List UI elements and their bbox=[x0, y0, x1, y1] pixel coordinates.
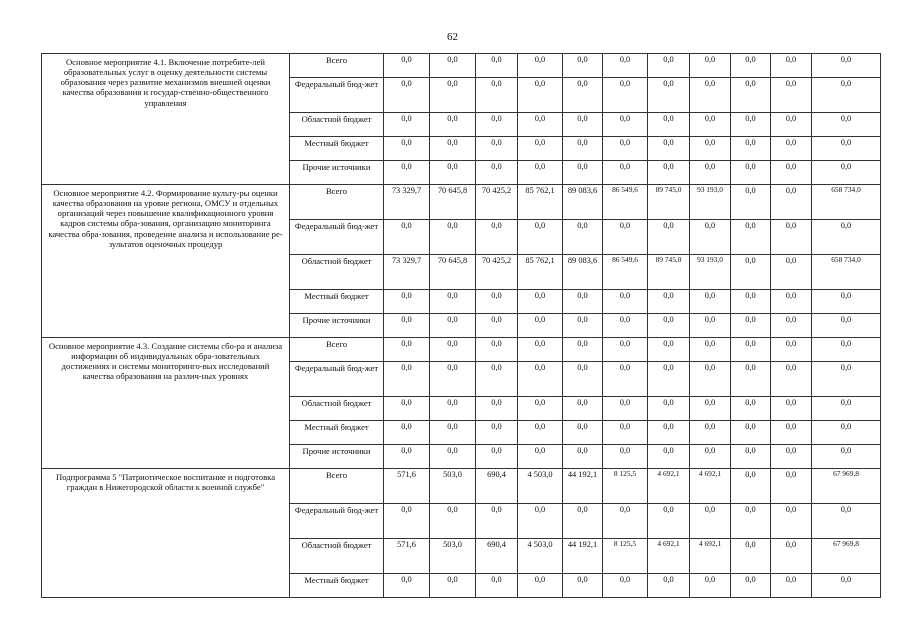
funding-source: Местный бюджет bbox=[290, 421, 384, 445]
amount-cell: 0,0 bbox=[690, 78, 731, 113]
amount-cell: 0,0 bbox=[690, 362, 731, 397]
amount-cell: 0,0 bbox=[563, 504, 603, 539]
amount-cell: 0,0 bbox=[603, 220, 648, 255]
amount-cell: 0,0 bbox=[563, 290, 603, 314]
amount-cell: 0,0 bbox=[518, 314, 563, 338]
amount-cell: 4 692,1 bbox=[690, 539, 731, 574]
amount-cell: 0,0 bbox=[563, 362, 603, 397]
amount-cell: 0,0 bbox=[690, 113, 731, 137]
amount-cell: 0,0 bbox=[731, 78, 771, 113]
funding-source: Местный бюджет bbox=[290, 137, 384, 161]
amount-cell: 0,0 bbox=[690, 290, 731, 314]
amount-cell: 0,0 bbox=[384, 421, 430, 445]
activity-description: Основное мероприятие 4.1. Включение потребите-лей образовательных услуг в оценку деятельности системы образования через развитие механизмов внешней оценки качества образования и государ-ственно-общественного управления bbox=[42, 54, 290, 185]
funding-source: Прочие источники bbox=[290, 161, 384, 185]
funding-source: Местный бюджет bbox=[290, 574, 384, 598]
amount-cell: 0,0 bbox=[648, 54, 690, 78]
amount-cell: 0,0 bbox=[771, 539, 812, 574]
amount-cell: 73 329,7 bbox=[384, 185, 430, 220]
amount-cell: 0,0 bbox=[812, 574, 881, 598]
amount-cell: 0,0 bbox=[563, 445, 603, 469]
amount-cell: 0,0 bbox=[563, 314, 603, 338]
amount-cell: 4 503,0 bbox=[518, 539, 563, 574]
amount-cell: 0,0 bbox=[648, 504, 690, 539]
amount-cell: 0,0 bbox=[518, 445, 563, 469]
amount-cell: 0,0 bbox=[603, 338, 648, 362]
amount-cell: 0,0 bbox=[563, 338, 603, 362]
amount-cell: 0,0 bbox=[731, 185, 771, 220]
amount-cell: 0,0 bbox=[430, 421, 476, 445]
amount-cell: 503,0 bbox=[430, 539, 476, 574]
amount-cell: 0,0 bbox=[690, 54, 731, 78]
amount-cell: 658 734,0 bbox=[812, 255, 881, 290]
amount-cell: 85 762,1 bbox=[518, 255, 563, 290]
amount-cell: 0,0 bbox=[476, 338, 518, 362]
amount-cell: 73 329,7 bbox=[384, 255, 430, 290]
activity-description: Основное мероприятие 4.3. Создание системы сбо-ра и анализа информации об индивидуальных обра-зовательных достижениях и системы мониторинго-вых исследований качества образования на различ-ных уровнях bbox=[42, 338, 290, 469]
amount-cell: 44 192,1 bbox=[563, 539, 603, 574]
amount-cell: 0,0 bbox=[731, 220, 771, 255]
amount-cell: 0,0 bbox=[812, 314, 881, 338]
amount-cell: 8 125,5 bbox=[603, 469, 648, 504]
amount-cell: 0,0 bbox=[563, 574, 603, 598]
amount-cell: 0,0 bbox=[518, 54, 563, 78]
amount-cell: 4 692,1 bbox=[648, 469, 690, 504]
amount-cell: 0,0 bbox=[690, 314, 731, 338]
amount-cell: 0,0 bbox=[518, 504, 563, 539]
amount-cell: 0,0 bbox=[771, 421, 812, 445]
amount-cell: 70 645,8 bbox=[430, 185, 476, 220]
amount-cell: 0,0 bbox=[430, 220, 476, 255]
page-number: 62 bbox=[447, 31, 458, 43]
amount-cell: 0,0 bbox=[771, 504, 812, 539]
amount-cell: 0,0 bbox=[731, 504, 771, 539]
amount-cell: 0,0 bbox=[476, 314, 518, 338]
amount-cell: 93 193,0 bbox=[690, 255, 731, 290]
amount-cell: 0,0 bbox=[384, 290, 430, 314]
amount-cell: 0,0 bbox=[563, 220, 603, 255]
amount-cell: 571,6 bbox=[384, 469, 430, 504]
amount-cell: 0,0 bbox=[731, 445, 771, 469]
amount-cell: 0,0 bbox=[731, 255, 771, 290]
amount-cell: 0,0 bbox=[648, 397, 690, 421]
amount-cell: 0,0 bbox=[648, 78, 690, 113]
amount-cell: 0,0 bbox=[648, 445, 690, 469]
amount-cell: 0,0 bbox=[384, 504, 430, 539]
amount-cell: 89 083,6 bbox=[563, 255, 603, 290]
amount-cell: 690,4 bbox=[476, 469, 518, 504]
funding-source: Всего bbox=[290, 54, 384, 78]
amount-cell: 0,0 bbox=[518, 397, 563, 421]
amount-cell: 0,0 bbox=[690, 421, 731, 445]
funding-source: Всего bbox=[290, 469, 384, 504]
amount-cell: 0,0 bbox=[690, 220, 731, 255]
amount-cell: 0,0 bbox=[771, 290, 812, 314]
amount-cell: 0,0 bbox=[476, 54, 518, 78]
amount-cell: 0,0 bbox=[771, 314, 812, 338]
amount-cell: 0,0 bbox=[430, 290, 476, 314]
amount-cell: 0,0 bbox=[563, 161, 603, 185]
amount-cell: 0,0 bbox=[603, 137, 648, 161]
amount-cell: 0,0 bbox=[430, 362, 476, 397]
amount-cell: 0,0 bbox=[603, 113, 648, 137]
amount-cell: 0,0 bbox=[812, 290, 881, 314]
amount-cell: 0,0 bbox=[430, 161, 476, 185]
funding-source: Местный бюджет bbox=[290, 290, 384, 314]
amount-cell: 0,0 bbox=[731, 397, 771, 421]
amount-cell: 0,0 bbox=[603, 504, 648, 539]
amount-cell: 0,0 bbox=[771, 397, 812, 421]
amount-cell: 4 692,1 bbox=[690, 469, 731, 504]
amount-cell: 0,0 bbox=[384, 314, 430, 338]
amount-cell: 0,0 bbox=[384, 161, 430, 185]
amount-cell: 4 503,0 bbox=[518, 469, 563, 504]
amount-cell: 0,0 bbox=[384, 574, 430, 598]
amount-cell: 0,0 bbox=[771, 54, 812, 78]
amount-cell: 0,0 bbox=[384, 362, 430, 397]
amount-cell: 0,0 bbox=[812, 445, 881, 469]
funding-source: Всего bbox=[290, 338, 384, 362]
amount-cell: 0,0 bbox=[603, 445, 648, 469]
amount-cell: 0,0 bbox=[476, 445, 518, 469]
funding-source: Областной бюджет bbox=[290, 255, 384, 290]
amount-cell: 0,0 bbox=[430, 314, 476, 338]
amount-cell: 67 969,8 bbox=[812, 539, 881, 574]
budget-table bbox=[41, 53, 881, 598]
amount-cell: 0,0 bbox=[476, 290, 518, 314]
amount-cell: 0,0 bbox=[731, 54, 771, 78]
amount-cell: 0,0 bbox=[518, 137, 563, 161]
amount-cell: 0,0 bbox=[648, 574, 690, 598]
amount-cell: 0,0 bbox=[812, 504, 881, 539]
funding-source: Федеральный бюд-жет bbox=[290, 362, 384, 397]
amount-cell: 70 425,2 bbox=[476, 255, 518, 290]
funding-source: Федеральный бюд-жет bbox=[290, 220, 384, 255]
amount-cell: 0,0 bbox=[648, 137, 690, 161]
table-row bbox=[42, 54, 881, 78]
table-row bbox=[42, 469, 881, 504]
amount-cell: 86 549,6 bbox=[603, 185, 648, 220]
amount-cell: 0,0 bbox=[563, 137, 603, 161]
amount-cell: 0,0 bbox=[603, 397, 648, 421]
amount-cell: 85 762,1 bbox=[518, 185, 563, 220]
amount-cell: 67 969,8 bbox=[812, 469, 881, 504]
funding-source: Областной бюджет bbox=[290, 539, 384, 574]
amount-cell: 0,0 bbox=[476, 362, 518, 397]
amount-cell: 0,0 bbox=[690, 161, 731, 185]
amount-cell: 0,0 bbox=[731, 137, 771, 161]
amount-cell: 0,0 bbox=[518, 220, 563, 255]
amount-cell: 93 193,0 bbox=[690, 185, 731, 220]
amount-cell: 0,0 bbox=[476, 421, 518, 445]
amount-cell: 0,0 bbox=[518, 113, 563, 137]
amount-cell: 0,0 bbox=[430, 574, 476, 598]
amount-cell: 0,0 bbox=[690, 397, 731, 421]
amount-cell: 0,0 bbox=[771, 220, 812, 255]
amount-cell: 0,0 bbox=[384, 137, 430, 161]
amount-cell: 0,0 bbox=[430, 137, 476, 161]
amount-cell: 0,0 bbox=[812, 137, 881, 161]
amount-cell: 86 549,6 bbox=[603, 255, 648, 290]
amount-cell: 0,0 bbox=[384, 445, 430, 469]
amount-cell: 0,0 bbox=[476, 161, 518, 185]
amount-cell: 0,0 bbox=[771, 574, 812, 598]
amount-cell: 0,0 bbox=[476, 137, 518, 161]
amount-cell: 0,0 bbox=[518, 574, 563, 598]
amount-cell: 0,0 bbox=[771, 185, 812, 220]
amount-cell: 0,0 bbox=[771, 137, 812, 161]
amount-cell: 0,0 bbox=[430, 504, 476, 539]
amount-cell: 0,0 bbox=[812, 220, 881, 255]
amount-cell: 0,0 bbox=[603, 54, 648, 78]
amount-cell: 0,0 bbox=[563, 397, 603, 421]
amount-cell: 0,0 bbox=[771, 338, 812, 362]
amount-cell: 0,0 bbox=[563, 54, 603, 78]
amount-cell: 0,0 bbox=[518, 362, 563, 397]
amount-cell: 0,0 bbox=[731, 338, 771, 362]
amount-cell: 0,0 bbox=[518, 421, 563, 445]
amount-cell: 0,0 bbox=[771, 255, 812, 290]
amount-cell: 0,0 bbox=[476, 574, 518, 598]
amount-cell: 0,0 bbox=[731, 113, 771, 137]
amount-cell: 0,0 bbox=[603, 290, 648, 314]
amount-cell: 0,0 bbox=[731, 362, 771, 397]
amount-cell: 0,0 bbox=[731, 314, 771, 338]
amount-cell: 0,0 bbox=[731, 469, 771, 504]
amount-cell: 0,0 bbox=[603, 421, 648, 445]
table-row bbox=[42, 185, 881, 220]
amount-cell: 0,0 bbox=[563, 78, 603, 113]
amount-cell: 0,0 bbox=[812, 161, 881, 185]
amount-cell: 0,0 bbox=[771, 113, 812, 137]
amount-cell: 0,0 bbox=[690, 137, 731, 161]
amount-cell: 0,0 bbox=[812, 78, 881, 113]
amount-cell: 70 645,8 bbox=[430, 255, 476, 290]
amount-cell: 0,0 bbox=[690, 574, 731, 598]
amount-cell: 8 125,5 bbox=[603, 539, 648, 574]
table-row bbox=[42, 338, 881, 362]
amount-cell: 70 425,2 bbox=[476, 185, 518, 220]
amount-cell: 0,0 bbox=[603, 314, 648, 338]
amount-cell: 0,0 bbox=[771, 469, 812, 504]
amount-cell: 0,0 bbox=[603, 362, 648, 397]
funding-source: Прочие источники bbox=[290, 314, 384, 338]
amount-cell: 0,0 bbox=[430, 445, 476, 469]
amount-cell: 0,0 bbox=[603, 574, 648, 598]
amount-cell: 0,0 bbox=[690, 504, 731, 539]
amount-cell: 0,0 bbox=[518, 78, 563, 113]
amount-cell: 0,0 bbox=[812, 338, 881, 362]
amount-cell: 89 083,6 bbox=[563, 185, 603, 220]
amount-cell: 0,0 bbox=[518, 338, 563, 362]
amount-cell: 0,0 bbox=[771, 445, 812, 469]
amount-cell: 0,0 bbox=[648, 314, 690, 338]
amount-cell: 658 734,0 bbox=[812, 185, 881, 220]
amount-cell: 44 192,1 bbox=[563, 469, 603, 504]
funding-source: Областной бюджет bbox=[290, 397, 384, 421]
amount-cell: 0,0 bbox=[603, 161, 648, 185]
amount-cell: 0,0 bbox=[518, 161, 563, 185]
amount-cell: 4 692,1 bbox=[648, 539, 690, 574]
amount-cell: 571,6 bbox=[384, 539, 430, 574]
amount-cell: 0,0 bbox=[430, 397, 476, 421]
amount-cell: 0,0 bbox=[430, 338, 476, 362]
amount-cell: 0,0 bbox=[430, 113, 476, 137]
amount-cell: 0,0 bbox=[384, 397, 430, 421]
amount-cell: 0,0 bbox=[771, 78, 812, 113]
funding-source: Всего bbox=[290, 185, 384, 220]
amount-cell: 0,0 bbox=[648, 338, 690, 362]
amount-cell: 0,0 bbox=[648, 421, 690, 445]
amount-cell: 0,0 bbox=[690, 445, 731, 469]
amount-cell: 0,0 bbox=[476, 397, 518, 421]
amount-cell: 0,0 bbox=[648, 113, 690, 137]
amount-cell: 0,0 bbox=[563, 113, 603, 137]
amount-cell: 0,0 bbox=[812, 362, 881, 397]
amount-cell: 0,0 bbox=[731, 290, 771, 314]
amount-cell: 0,0 bbox=[476, 78, 518, 113]
amount-cell: 0,0 bbox=[648, 290, 690, 314]
amount-cell: 0,0 bbox=[518, 290, 563, 314]
amount-cell: 0,0 bbox=[384, 78, 430, 113]
funding-source: Федеральный бюд-жет bbox=[290, 78, 384, 113]
amount-cell: 0,0 bbox=[384, 113, 430, 137]
amount-cell: 0,0 bbox=[648, 362, 690, 397]
amount-cell: 0,0 bbox=[384, 54, 430, 78]
amount-cell: 0,0 bbox=[771, 362, 812, 397]
amount-cell: 89 745,0 bbox=[648, 185, 690, 220]
activity-description: Основное мероприятие 4.2. Формирование культу-ры оценки качества образования на уровне региона, ОМСУ и отдельных организаций через повышение квалификационного уровня кадров системы обра-зования, организацию мониторинга качества обра-зования, проведение анализа и использование ре-зультатов оценочных процедур bbox=[42, 185, 290, 338]
amount-cell: 0,0 bbox=[690, 338, 731, 362]
amount-cell: 0,0 bbox=[603, 78, 648, 113]
funding-source: Областной бюджет bbox=[290, 113, 384, 137]
activity-description: Подпрограмма 5 "Патриотическое воспитание и подготовка граждан в Нижегородской области к военной службе" bbox=[42, 469, 290, 598]
funding-source: Федеральный бюд-жет bbox=[290, 504, 384, 539]
amount-cell: 0,0 bbox=[476, 220, 518, 255]
amount-cell: 0,0 bbox=[812, 54, 881, 78]
amount-cell: 0,0 bbox=[384, 338, 430, 362]
amount-cell: 0,0 bbox=[384, 220, 430, 255]
amount-cell: 0,0 bbox=[731, 539, 771, 574]
amount-cell: 0,0 bbox=[476, 504, 518, 539]
amount-cell: 0,0 bbox=[731, 161, 771, 185]
amount-cell: 0,0 bbox=[731, 421, 771, 445]
funding-source: Прочие источники bbox=[290, 445, 384, 469]
amount-cell: 503,0 bbox=[430, 469, 476, 504]
amount-cell: 0,0 bbox=[771, 161, 812, 185]
amount-cell: 0,0 bbox=[430, 54, 476, 78]
amount-cell: 0,0 bbox=[812, 113, 881, 137]
amount-cell: 0,0 bbox=[731, 574, 771, 598]
amount-cell: 0,0 bbox=[812, 397, 881, 421]
amount-cell: 0,0 bbox=[476, 113, 518, 137]
amount-cell: 690,4 bbox=[476, 539, 518, 574]
amount-cell: 0,0 bbox=[563, 421, 603, 445]
amount-cell: 89 745,0 bbox=[648, 255, 690, 290]
amount-cell: 0,0 bbox=[648, 220, 690, 255]
amount-cell: 0,0 bbox=[648, 161, 690, 185]
amount-cell: 0,0 bbox=[430, 78, 476, 113]
amount-cell: 0,0 bbox=[812, 421, 881, 445]
